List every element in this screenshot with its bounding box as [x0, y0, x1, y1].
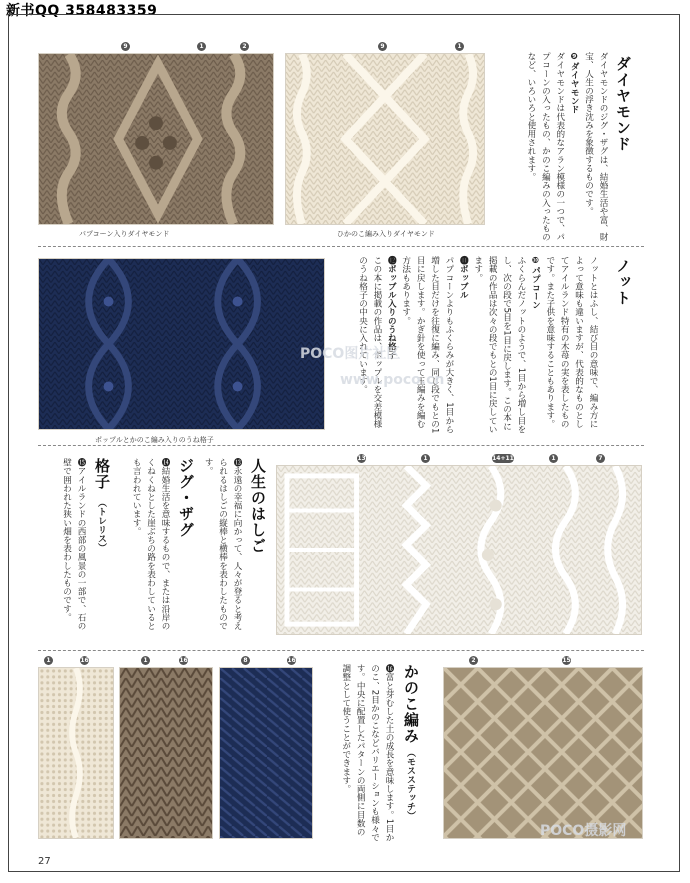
diamond-body: ダイヤモンドのジグ・ザグは、結婚生活や富、財宝、人生の浮き沈みを象徴するものです。: [583, 52, 608, 242]
life-ladder-body: ⓭永遠の幸福に向かって、人々が登ると考えられるはしごの縦棒と横棒を表わしたものです。: [203, 458, 242, 630]
trellis-subtitle: （トレリス）: [96, 498, 106, 552]
popcorn-diamond-swatch: [38, 53, 274, 225]
life-ladder-title: 人生のはしご: [249, 458, 267, 554]
trellis-swatch: [443, 667, 643, 839]
knot-title: ノット: [614, 258, 632, 306]
moss-subtitle: （モスステッチ）: [405, 748, 415, 820]
pattern-marker: 1: [549, 454, 558, 463]
bobble-diamond-swatch: [38, 258, 325, 430]
trellis-body: ⓯アイルランドの西部の風景の一部で、石の壁で囲われた狭い畑を表わしたものです。: [61, 458, 86, 630]
diamond-sub-body: ダイヤモンドは代表的なアラン模様の一つで、パプコーンの入ったもの、かのこ編みの入ったものなど、いろいろと使用されます。: [525, 52, 565, 242]
pattern-marker: 14+11: [492, 455, 514, 462]
bobble-lattice-body: この本に掲載の作品は、ポップルを交差模様のうね格子の中央に入れています。: [357, 256, 382, 428]
page-number: 27: [38, 856, 51, 867]
bobble-lattice-subheading: ⓬ボッブル入りのうね格子: [386, 256, 397, 360]
diamond-text: [490, 52, 610, 242]
watermark: www.poco.cn: [340, 372, 445, 388]
pattern-marker: 15: [562, 657, 571, 664]
pattern-marker: 1: [197, 42, 206, 51]
pattern-marker: 16: [179, 657, 188, 664]
caption-bobble-diamond: ポップルとかのこ編み入りのうね格子: [95, 436, 214, 444]
pattern-marker: 1: [421, 454, 430, 463]
popcorn-body: ふくらんだノットのようで、1目から増し目をし、次の段で5目を1目に戻します。この本に掲載の作品は次々の段でもとの1目に戻しています。: [472, 256, 526, 434]
trellis-title: 格子: [93, 458, 111, 490]
seed-diamond-swatch: [285, 53, 485, 225]
bobble-body: パプコーンよりもふくらみが大きく、1目から増した目だけを往復に編み、同じ段でもとの1目に戻します。かぎ針を使って玉編みを編む方法もあります。: [400, 256, 454, 434]
diamond-title: ダイヤモンド: [614, 56, 632, 152]
pattern-marker: 2: [240, 42, 249, 51]
zigzag-body: ⓮結婚生活を意味するもので、または沿岸のくねくねとした崖ぶちの路を表わしているとも言われています。: [131, 458, 170, 630]
moss-title: かのこ編み: [402, 664, 420, 744]
watermark: POCO摄影网: [540, 823, 627, 839]
pattern-marker: 9: [121, 42, 130, 51]
popcorn-subheading: ❿パプコーン: [530, 256, 541, 309]
header-note: 新书QQ 358483359: [6, 3, 158, 19]
pattern-marker: 7: [596, 454, 605, 463]
caption-seed-diamond: ひかのこ編み入りダイヤモンド: [337, 230, 435, 238]
moss-navy-swatch: [219, 667, 313, 839]
moss-cream-swatch: [38, 667, 114, 839]
pattern-marker: 2: [469, 656, 478, 665]
pattern-marker: 1: [455, 42, 464, 51]
moss-body: ⓰富と芽むした土の成長を意味します。1目かのこ、2目かのこなどバリエーションも様々です。中央に配置したパターンの両側に目数の調整として使うことができます。: [340, 664, 394, 842]
pattern-marker: 8: [241, 656, 250, 665]
divider: [38, 445, 644, 446]
watermark: POCO图片社区: [300, 346, 401, 362]
divider: [38, 246, 644, 247]
moss-brown-swatch: [119, 667, 213, 839]
pattern-marker: 1: [44, 656, 53, 665]
pattern-marker: 9: [378, 42, 387, 51]
zigzag-title: ジグ・ザグ: [177, 458, 195, 538]
pattern-marker: 16: [287, 657, 296, 664]
pattern-marker: 13: [357, 455, 366, 462]
pattern-marker: 16: [80, 657, 89, 664]
diamond-subheading: ❾ダイヤモンド: [569, 52, 580, 114]
bobble-subheading: ⓫ボッブル: [458, 256, 469, 299]
knot-body: ノットとはふし、結び目の意味で、編み方によって意味も違いますが、代表的なものとしてアイルランド特有の木苺の実を表したものです。また子供を意味することもあります。: [544, 256, 598, 428]
divider: [38, 650, 644, 651]
caption-popcorn-diamond: パプコーン入りダイヤモンド: [79, 230, 170, 238]
ladder-zigzag-swatch: [276, 465, 642, 635]
pattern-marker: 1: [141, 656, 150, 665]
